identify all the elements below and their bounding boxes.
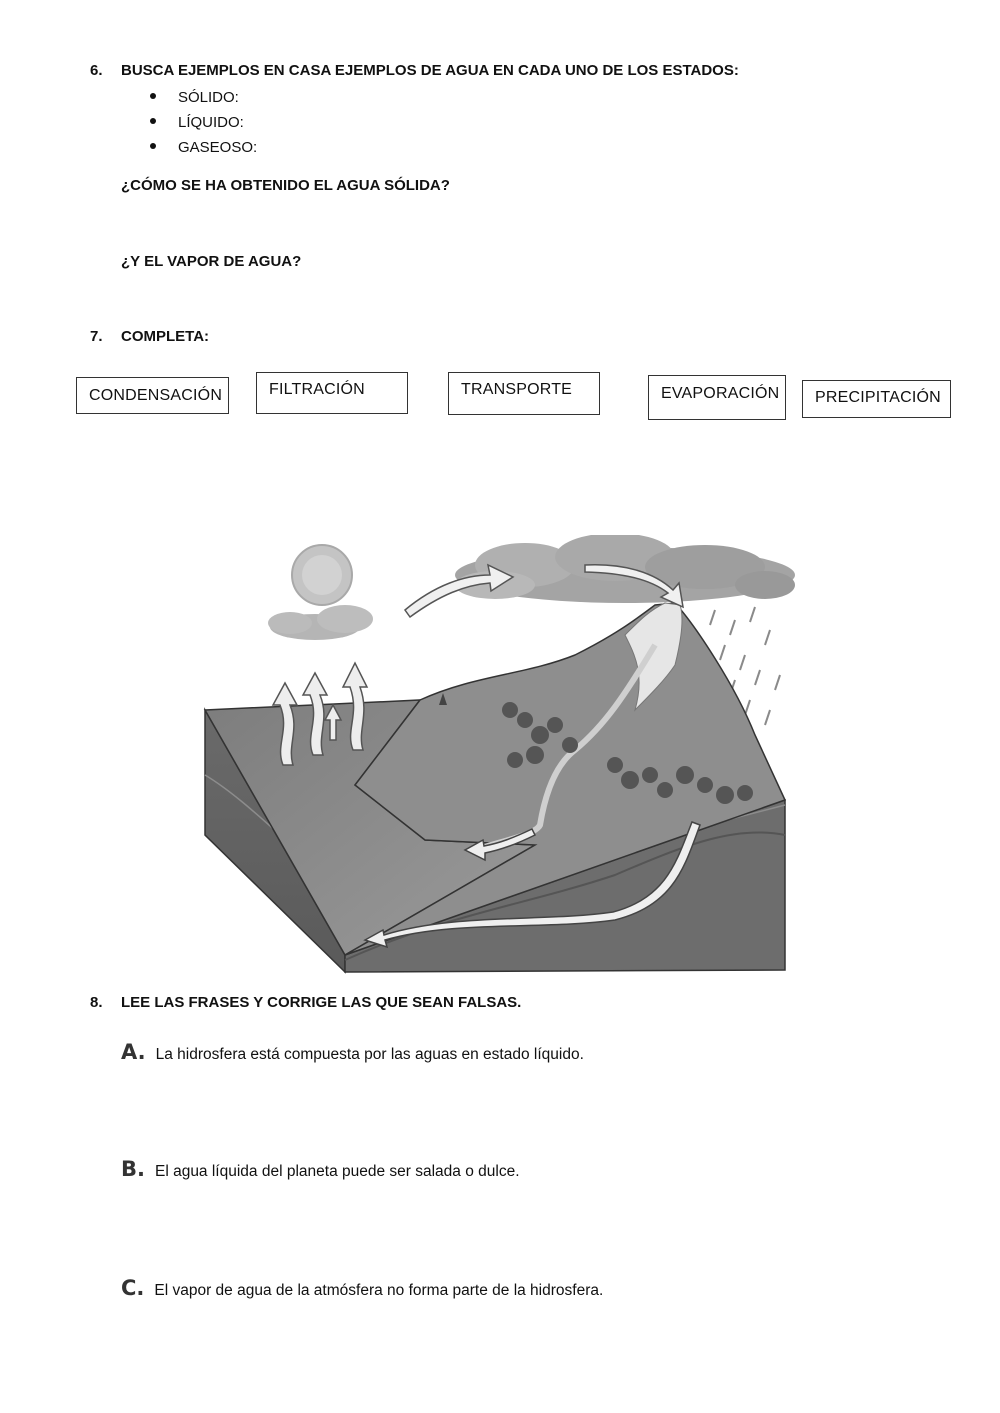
water-cycle-diagram <box>195 535 805 980</box>
q7-title: COMPLETA: <box>121 328 210 345</box>
sun-icon <box>292 545 352 605</box>
statement-a-text: La hidrosfera está compuesta por las aguas en estado líquido. <box>155 1046 584 1063</box>
statement-c <box>121 1276 603 1300</box>
word-box-condensacion[interactable]: CONDENSACIÓN <box>76 377 229 414</box>
bullet-dot-icon <box>150 143 156 149</box>
bullet-dot-icon <box>150 93 156 99</box>
q6-number: 6. <box>90 62 103 79</box>
q6-title: BUSCA EJEMPLOS EN CASA EJEMPLOS DE AGUA EN CADA UNO DE LOS ESTADOS: <box>121 62 739 79</box>
statement-c-letter: C. <box>121 1276 145 1300</box>
small-cloud-icon <box>268 605 373 640</box>
q8-number: 8. <box>90 994 103 1011</box>
statement-b-letter: B. <box>121 1157 145 1181</box>
statement-a <box>121 1040 584 1064</box>
bullet-solid-label: SÓLIDO: <box>178 89 239 106</box>
q8-title: LEE LAS FRASES Y CORRIGE LAS QUE SEAN FALSAS. <box>121 994 522 1011</box>
word-box-precipitacion[interactable]: PRECIPITACIÓN <box>802 380 951 418</box>
word-box-filtracion[interactable]: FILTRACIÓN <box>256 372 408 414</box>
bullet-gas-label: GASEOSO: <box>178 139 258 156</box>
statement-a-letter: A. <box>121 1040 146 1064</box>
statement-b-text: El agua líquida del planeta puede ser salada o dulce. <box>154 1163 520 1180</box>
q6-subquestion-vapor: ¿Y EL VAPOR DE AGUA? <box>121 253 302 270</box>
evaporation-arrows-icon <box>273 663 367 765</box>
bullet-liquid <box>150 114 244 131</box>
word-box-evaporacion[interactable]: EVAPORACIÓN <box>648 375 786 420</box>
bullet-solid <box>150 89 239 106</box>
q7-number: 7. <box>90 328 103 345</box>
q6-subquestion-solid: ¿CÓMO SE HA OBTENIDO EL AGUA SÓLIDA? <box>121 177 450 194</box>
bullet-liquid-label: LÍQUIDO: <box>178 114 244 131</box>
bullet-dot-icon <box>150 118 156 124</box>
bullet-gas <box>150 139 257 156</box>
word-box-transporte[interactable]: TRANSPORTE <box>448 372 600 415</box>
statement-b <box>121 1157 520 1181</box>
statement-c-text: El vapor de agua de la atmósfera no forma parte de la hidrosfera. <box>154 1282 604 1299</box>
